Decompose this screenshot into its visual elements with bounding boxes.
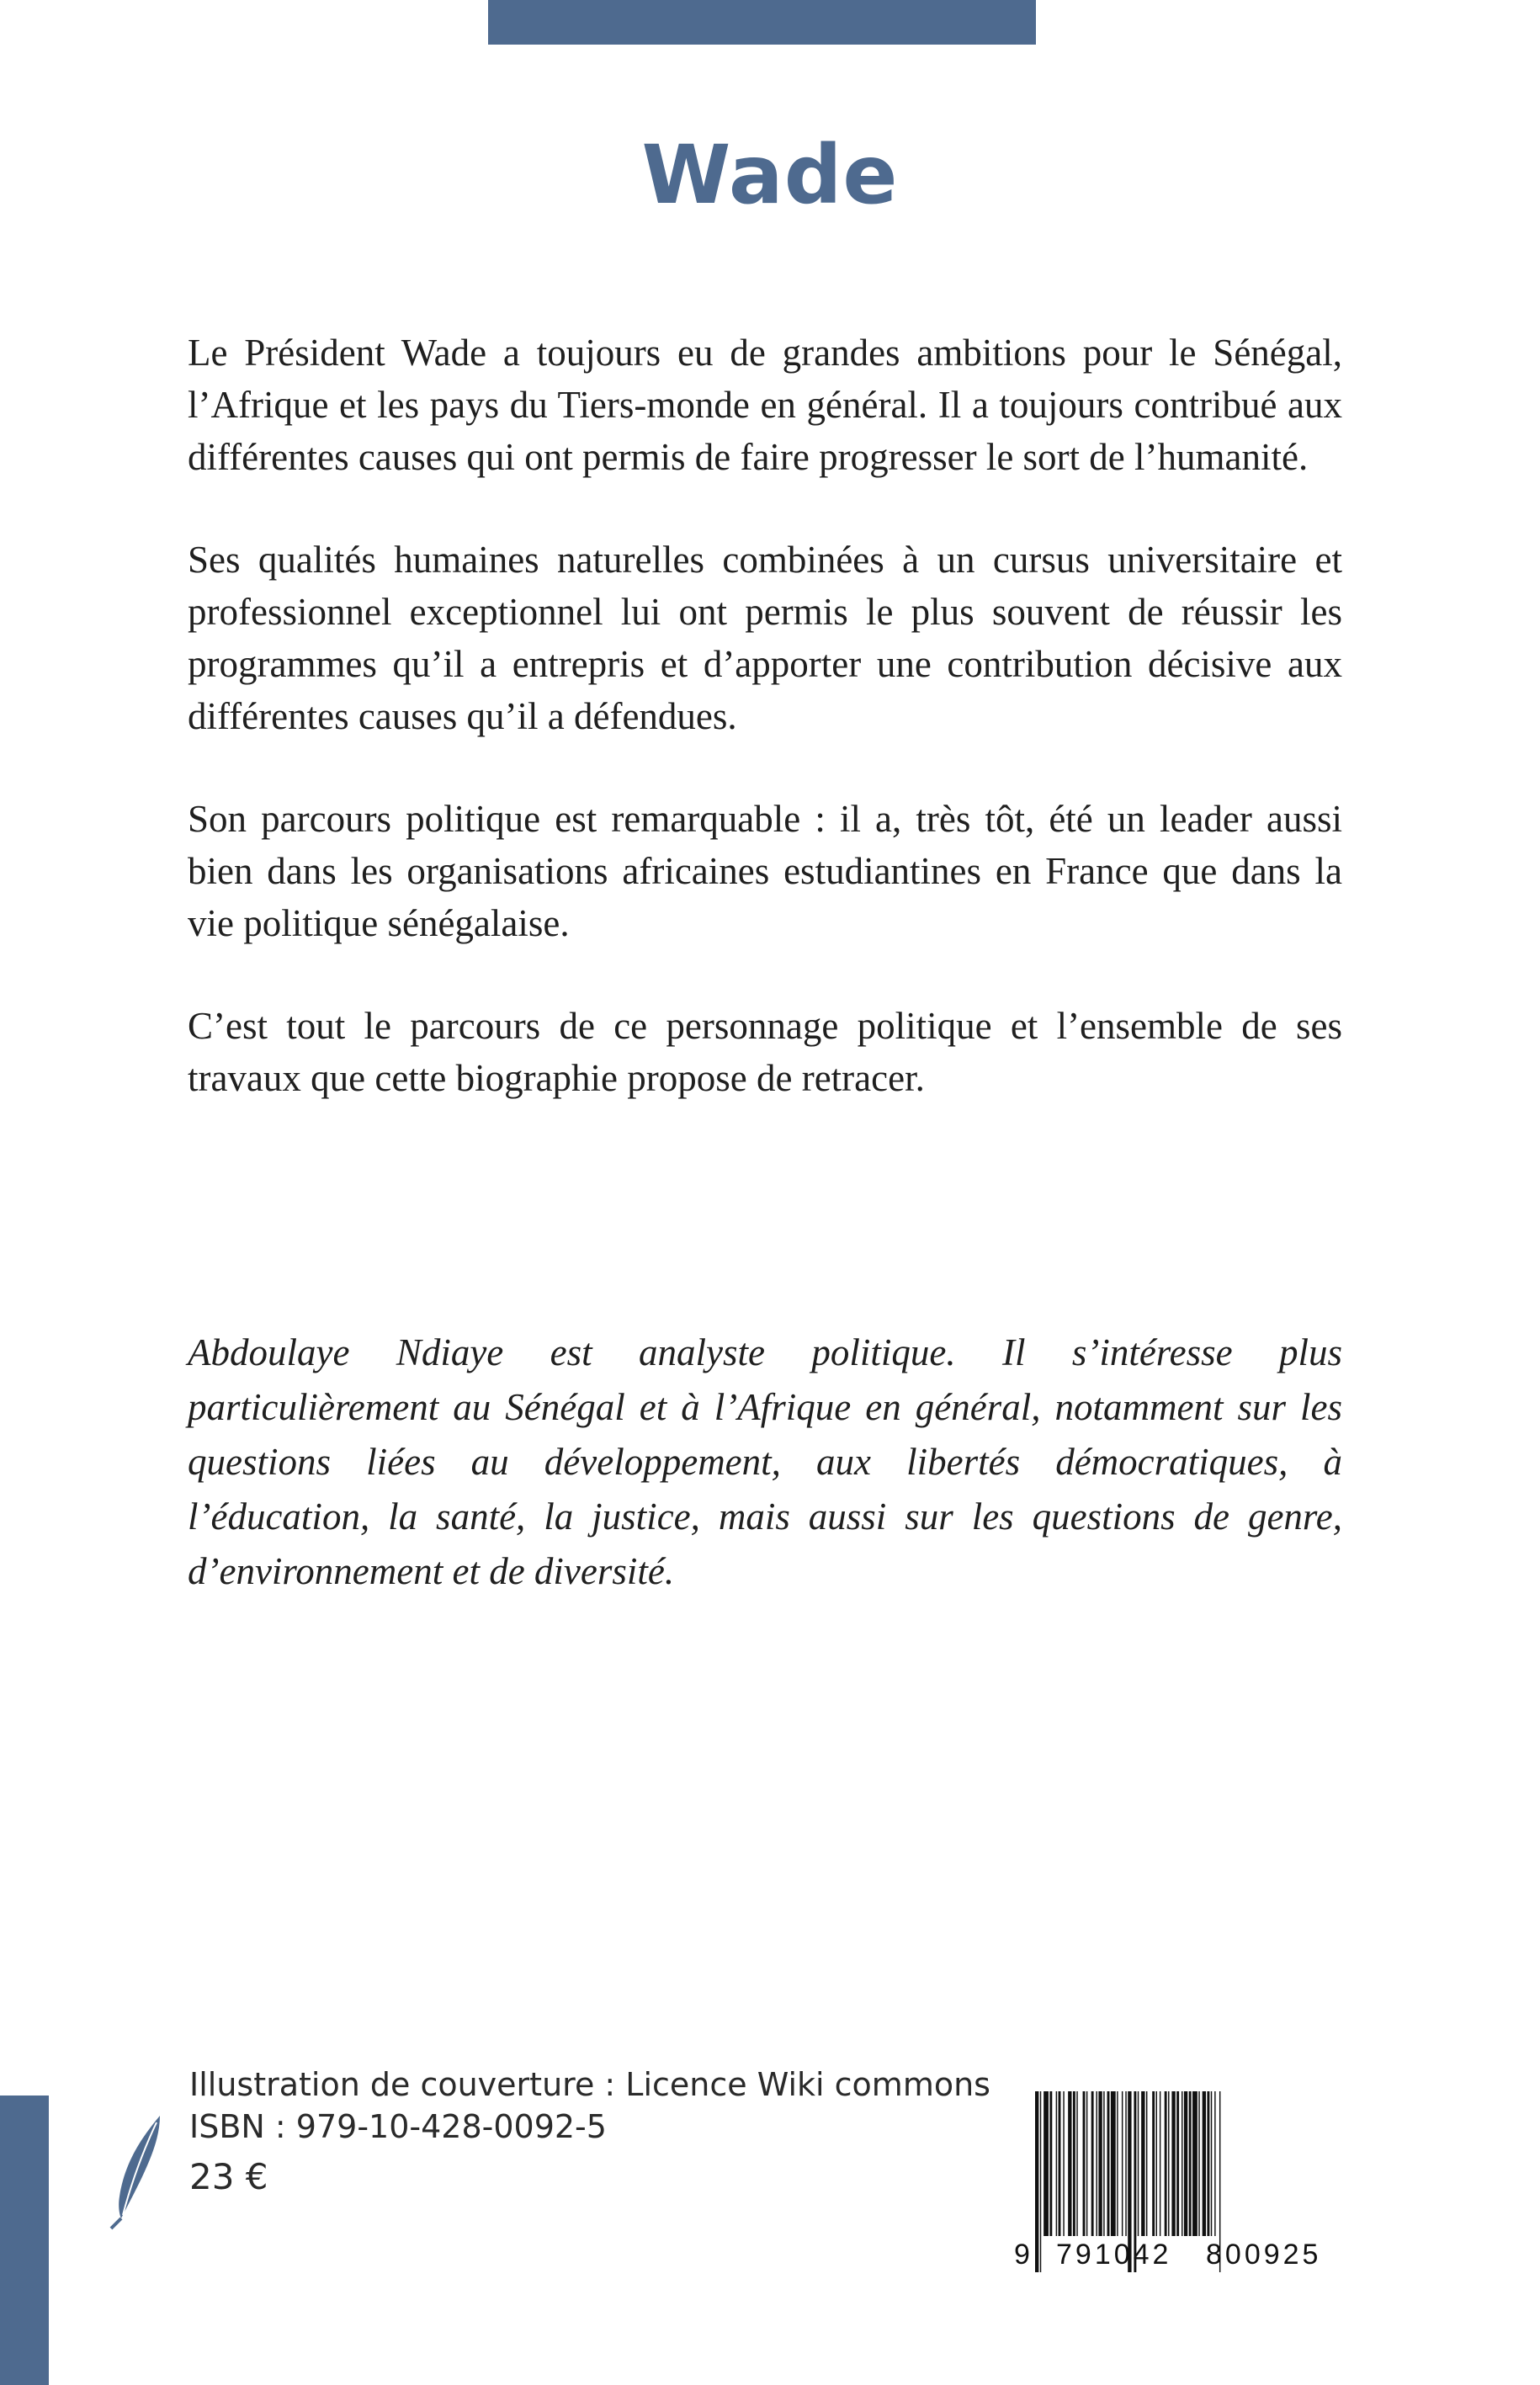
barcode-bar	[1035, 2091, 1038, 2272]
barcode-bar	[1076, 2091, 1077, 2236]
barcode-bar	[1198, 2091, 1199, 2236]
book-title: Wade	[641, 128, 899, 222]
barcode-bar	[1141, 2091, 1144, 2236]
barcode-bar	[1117, 2091, 1118, 2236]
barcode-bar	[1189, 2091, 1192, 2236]
price: 23 €	[189, 2156, 268, 2197]
barcode-bar	[1214, 2091, 1215, 2236]
barcode-bar	[1168, 2091, 1169, 2236]
barcode-bar	[1056, 2091, 1057, 2236]
barcode-bar	[1203, 2091, 1206, 2236]
blurb-paragraph: C’est tout le parcours de ce personnage politique et l’ensemble de ses travaux que cette biographie propose de retracer.	[188, 1005, 1342, 1099]
barcode-bar	[1103, 2091, 1104, 2236]
author-bio: Abdoulaye Ndiaye est analyste politique. Il s’intéresse plus particulièrement au Sénégal et à l’Afrique en général, notamment sur les questions liées au développement, aux libertés démocratiques, à l’éducation, la santé, la justice, mais aussi sur les questions de genre, d’environnement et de diversité.	[188, 1331, 1342, 1592]
barcode-bar	[1049, 2091, 1052, 2236]
left-accent-band	[0, 2096, 49, 2385]
barcode-bar	[1043, 2091, 1049, 2236]
barcode-digit-lead: 9	[1014, 2239, 1030, 2271]
barcode-bar	[1083, 2091, 1086, 2236]
publication-info	[189, 2066, 990, 2202]
barcode-bar	[1152, 2091, 1155, 2236]
barcode-bar	[1111, 2091, 1116, 2236]
barcode-bar	[1165, 2091, 1167, 2236]
isbn: ISBN : 979-10-428-0092-5	[189, 2108, 607, 2145]
barcode-digits-right: 800925	[1206, 2239, 1322, 2271]
barcode-bar	[1059, 2091, 1061, 2236]
barcode-bar	[1040, 2091, 1041, 2272]
barcode-bar	[1211, 2091, 1212, 2236]
barcode-bar	[1122, 2091, 1123, 2236]
blurb-paragraph: Ses qualités humaines naturelles combinées à un cursus universitaire et professionnel exceptionnel lui ont permis le plus souvent de réussir les programmes qu’il a entrepris et d’apporter une contribution décisive aux différentes causes qu’il a défendues.	[188, 539, 1342, 737]
barcode-bar	[1146, 2091, 1147, 2236]
barcode-bar	[1125, 2091, 1126, 2236]
blurb-paragraph: Le Président Wade a toujours eu de grandes ambitions pour le Sénégal, l’Afrique et les pays du Tiers-monde en général. Il a toujours contribué aux différentes causes qui ont permis de faire progresser le sort de l’humanité.	[188, 332, 1342, 478]
top-accent-band	[488, 0, 1036, 45]
barcode-bar	[1171, 2091, 1175, 2236]
back-cover-blurb	[188, 327, 1342, 1104]
barcode-bar	[1156, 2091, 1157, 2236]
barcode-bar	[1091, 2091, 1094, 2236]
barcode-digits-left: 791042	[1056, 2239, 1172, 2271]
barcode-bar	[1098, 2091, 1102, 2236]
barcode-bar	[1184, 2091, 1187, 2236]
barcode-bar	[1192, 2091, 1197, 2236]
blurb-paragraph: Son parcours politique est remarquable : il a, très tôt, été un leader aussi bien dans les organisations africaines estudiantines en France que dans la vie politique sénégalaise.	[188, 798, 1342, 944]
barcode-bar	[1176, 2091, 1179, 2236]
barcode-bar	[1068, 2091, 1071, 2236]
barcode-bar	[1086, 2091, 1087, 2236]
barcode-bar	[1107, 2091, 1110, 2236]
barcode-bar	[1073, 2091, 1075, 2236]
illustration-credit: Illustration de couverture : Licence Wiki commons	[189, 2066, 990, 2103]
feather-icon	[108, 2112, 167, 2230]
barcode-bar	[1138, 2091, 1139, 2236]
barcode-bar	[1063, 2091, 1064, 2236]
barcode-bar	[1207, 2091, 1209, 2236]
